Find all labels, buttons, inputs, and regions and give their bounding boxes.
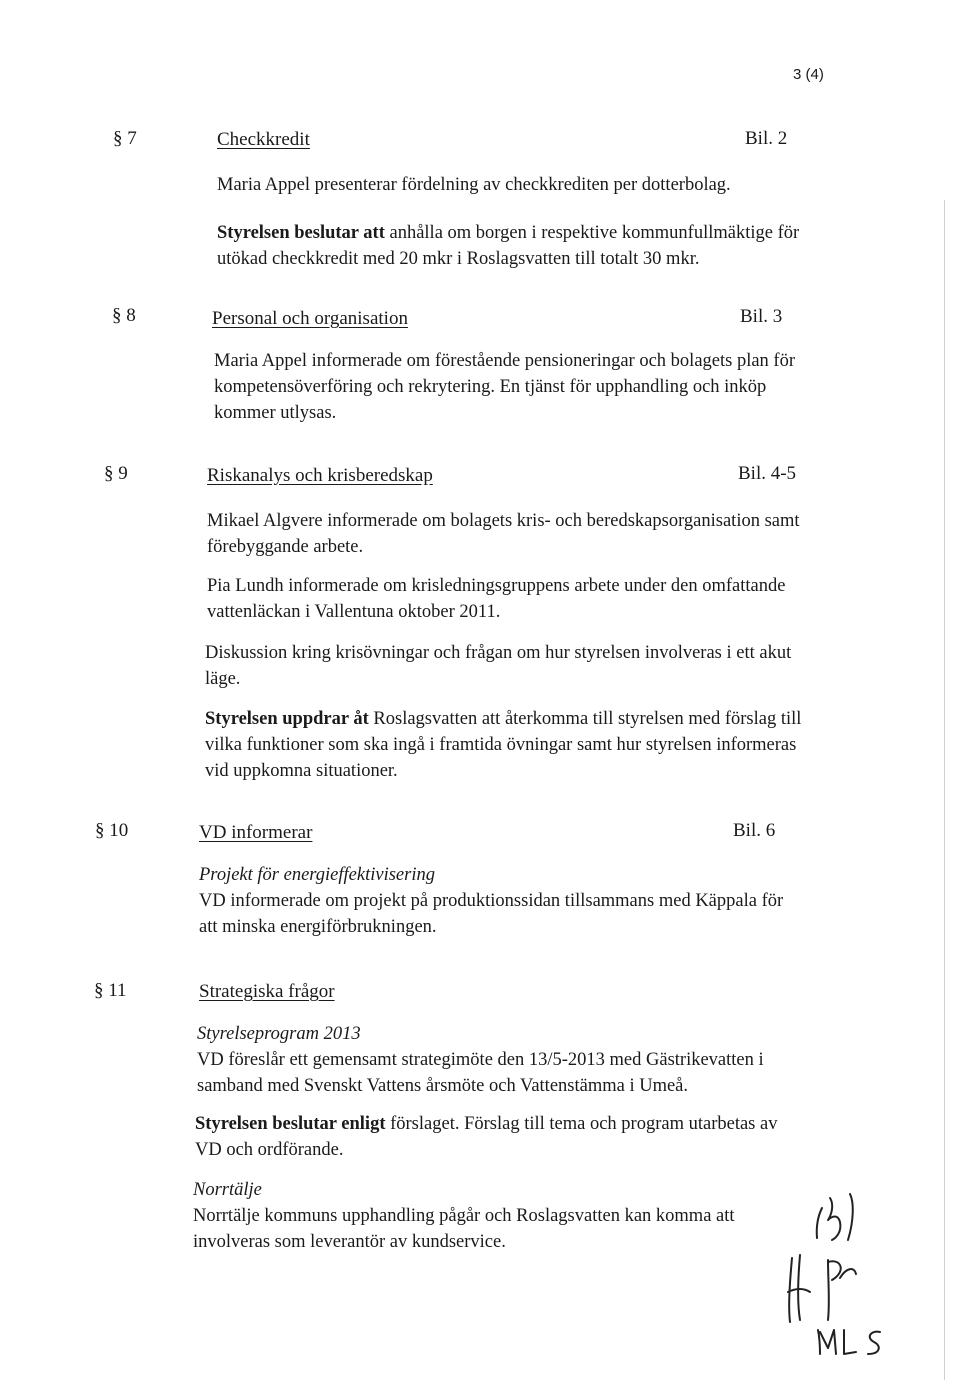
text-line: vattenläckan i Vallentuna oktober 2011. [207, 602, 501, 622]
section-9-para-2 [207, 573, 847, 625]
section-7-title: Checkkredit [217, 129, 310, 150]
section-10-title: VD informerar [199, 822, 313, 843]
text-line: kommer utlysas. [214, 403, 337, 423]
text-line: utökad checkkredit med 20 mkr i Roslagsvatten till totalt 30 mkr. [217, 249, 700, 269]
section-10-bil: Bil. 6 [733, 820, 776, 841]
section-7-decision [217, 220, 857, 272]
text-line: Roslagsvatten att återkomma till styrelsen med förslag till [373, 709, 802, 729]
decision-lead: Styrelsen uppdrar åt [205, 709, 369, 729]
section-9-decision [205, 706, 845, 784]
section-9-para-3 [205, 640, 845, 692]
section-9-number: § 9 [104, 463, 128, 484]
handwritten-initials [770, 1180, 920, 1360]
section-11-para-3 [193, 1177, 833, 1255]
text-line: läge. [205, 669, 241, 689]
section-7-para-1 [217, 172, 857, 198]
text-line: att minska energiförbrukningen. [199, 917, 437, 937]
section-9-bil: Bil. 4-5 [738, 463, 797, 484]
section-11-number: § 11 [94, 980, 127, 1001]
text-line: involveras som leverantör av kundservice. [193, 1232, 506, 1252]
text-line: vid uppkomna situationer. [205, 761, 398, 781]
section-8-title: Personal och organisation [212, 308, 408, 329]
section-11-decision [195, 1111, 835, 1163]
section-9-title: Riskanalys och krisberedskap [207, 465, 433, 486]
text-line: förebyggande arbete. [207, 537, 364, 557]
section-8-para-1 [214, 348, 854, 426]
section-10-para-1 [199, 862, 839, 940]
text-line: anhålla om borgen i respektive kommunfullmäktige för [389, 223, 800, 243]
text-line: Mikael Algvere informerade om bolagets kris- och beredskapsorganisation samt [207, 511, 800, 531]
text-line: VD informerade om projekt på produktionssidan tillsammans med Käppala för [199, 891, 784, 911]
section-11-para-1 [197, 1021, 837, 1099]
text-line: Norrtälje kommuns upphandling pågår och Roslagsvatten kan komma att [193, 1206, 735, 1226]
page-number: 3 (4) [793, 66, 824, 83]
section-10-number: § 10 [95, 820, 129, 841]
subheading: Styrelseprogram 2013 [197, 1024, 361, 1044]
text-line: samband med Svenskt Vattens årsmöte och Vattenstämma i Umeå. [197, 1076, 689, 1096]
text-line: vilka funktioner som ska ingå i framtida övningar samt hur styrelsen informeras [205, 735, 797, 755]
text-line: VD föreslår ett gemensamt strategimöte den 13/5-2013 med Gästrikevatten i [197, 1050, 764, 1070]
decision-lead: Styrelsen beslutar enligt [195, 1114, 386, 1134]
text-line: Diskussion kring krisövningar och frågan om hur styrelsen involveras i ett akut [205, 643, 792, 663]
scan-edge-line [944, 200, 945, 1380]
subheading: Projekt för energieffektivisering [199, 865, 435, 885]
text-line: VD och ordförande. [195, 1140, 344, 1160]
section-7-bil: Bil. 2 [745, 128, 788, 149]
text-line: kompetensöverföring och rekrytering. En tjänst för upphandling och inköp [214, 377, 767, 397]
text-line: Maria Appel presenterar fördelning av checkkrediten per dotterbolag. [217, 175, 731, 195]
text-line: Maria Appel informerade om förestående pensioneringar och bolagets plan för [214, 351, 795, 371]
section-11-title: Strategiska frågor [199, 981, 335, 1002]
text-line: Pia Lundh informerade om krisledningsgruppens arbete under den omfattande [207, 576, 786, 596]
section-8-number: § 8 [112, 305, 136, 326]
section-8-bil: Bil. 3 [740, 306, 783, 327]
section-9-para-1 [207, 508, 847, 560]
subheading: Norrtälje [193, 1180, 262, 1200]
text-line: förslaget. Förslag till tema och program utarbetas av [390, 1114, 778, 1134]
decision-lead: Styrelsen beslutar att [217, 223, 385, 243]
section-7-number: § 7 [113, 128, 137, 149]
